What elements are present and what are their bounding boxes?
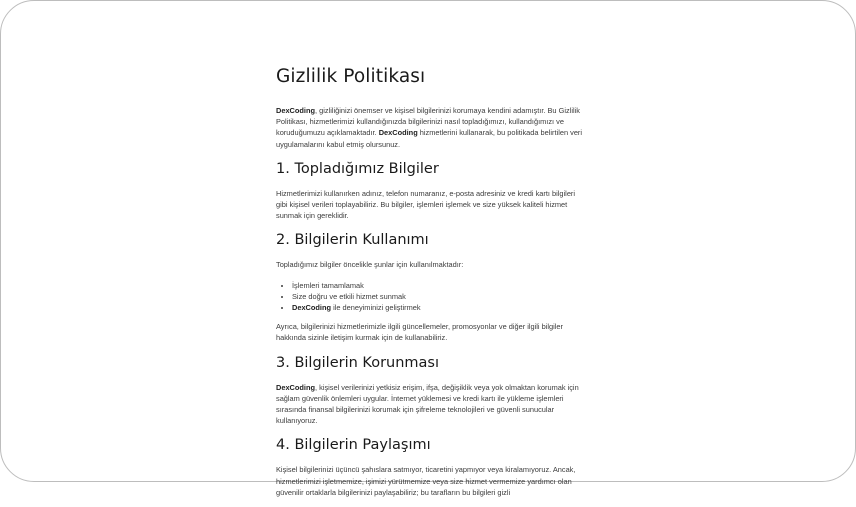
brand-name: DexCoding [378,128,418,138]
section-text-sharing: Kişisel bilgilerinizi üçüncü şahıslara satmıyor, ticaretini yapmıyor veya kiralamıyoruz. Ancak, hizmetlerimizi işletmemize, işimizi yürütmemize veya size hizmet vermemize yardımcı olan güvenilir ortaklarla bilgilerinizi paylaşabiliriz; bu tarafların bu bilgileri gizli [276,465,576,497]
section-lead-usage: Topladığımız bilgiler öncelikle şunlar için kullanılmaktadır: [276,260,464,270]
brand-name: DexCoding [276,106,316,115]
list-item: • İşlemleri tamamlamak [292,280,588,291]
intro-text-1: , gizliliğinizi önemser ve kişisel bilgilerinizi korumaya kendini adamıştır. Bu Gizlilik Politikası, hizmetlerimizi kullandığınızda bilgilerinizi nasıl topladığımızı, kullandığımızı ve koruduğumuzu açıklamaktadır. [276,106,580,138]
policy-content [276,65,588,507]
brand-name: DexCoding [292,303,332,313]
list-item-text: ile deneyiminizi geliştirmek [331,303,421,313]
intro-paragraph [276,105,588,150]
page-title: Gizlilik Politikası [276,66,426,87]
section-heading-sharing: 4. Bilgilerin Paylaşımı [276,437,431,454]
brand-name: DexCoding [276,382,316,392]
section-heading-collected-info: 1. Topladığımız Bilgiler [276,160,439,177]
intro-text-2: hizmetlerini kullanarak, bu politikada belirtilen veri uygulamalarını kabul etmiş olursunuz. [276,128,583,149]
section-text-collected-info: Hizmetlerimizi kullanırken adınız, telefon numaranız, e-posta adresiniz ve kredi kartı bilgileri gibi kişisel verileri toplayabiliriz. Bu bilgiler, işlemleri işlemek ve size yüksek kaliteli hizmet sunmak için gereklidir. [276,188,576,221]
section-heading-protection: 3. Bilgilerin Korunması [276,354,440,371]
section-text-usage: Ayrıca, bilgilerinizi hizmetlerimizle ilgili güncellemeler, promosyonlar ve diğer ilgili bilgiler hakkında sizinle iletişim kurmak için de kullanabiliriz. [276,322,563,343]
list-item [292,302,588,313]
section-text-protection [276,382,588,427]
list-item: • Size doğru ve etkili hizmet sunmak [292,291,588,302]
section-heading-usage: 2. Bilgilerin Kullanımı [276,232,429,249]
usage-list [276,280,588,314]
protection-text: , kişisel verilerinizi yetkisiz erişim, ifşa, değişiklik veya yok olmaktan korumak için sağlam güvenlik önlemleri uygular. İnternet yüklemesi ve kredi kartı ile yükleme işlemleri sırasında finansal bilgilerinizi korumak için şifreleme teknolojileri ve güvenli sunucular kullanıyoruz. [276,382,579,426]
